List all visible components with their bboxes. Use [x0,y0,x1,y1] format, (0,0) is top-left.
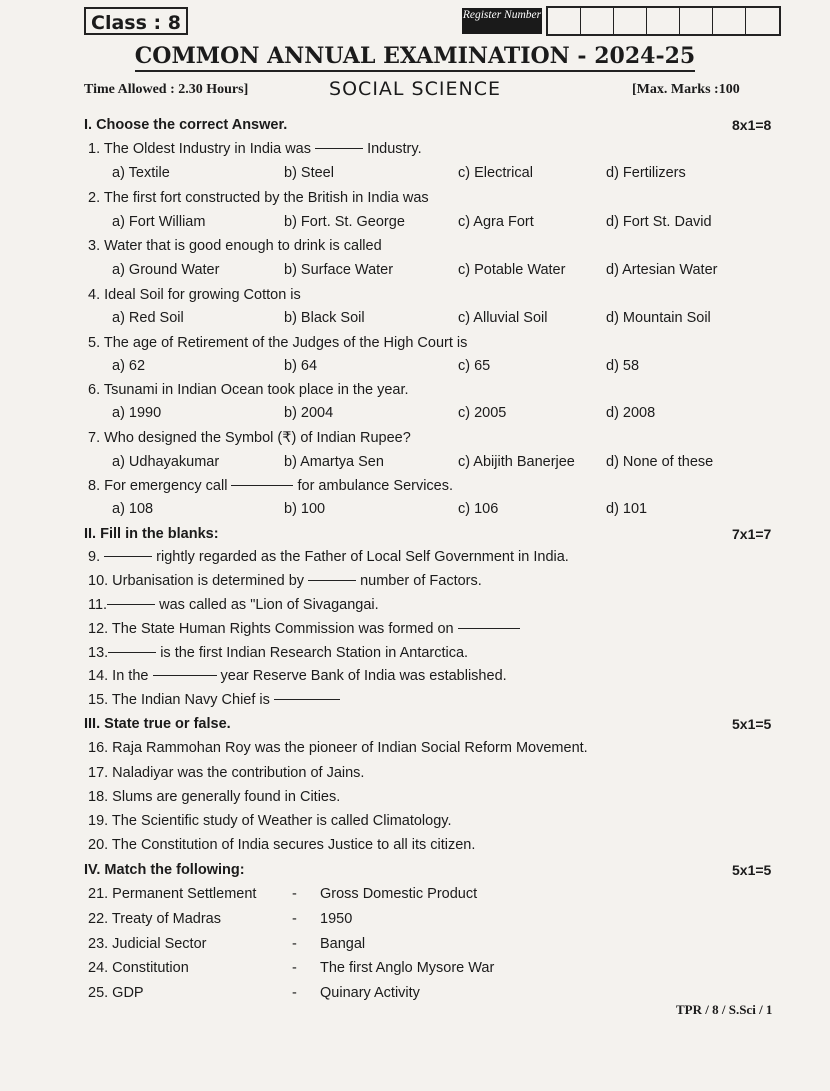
blank-line [107,604,155,605]
option: c) 2005 [458,405,507,421]
section-2-title: II. Fill in the blanks: [84,526,219,542]
option: a) Fort William [112,214,206,230]
match-dash: - [292,960,297,976]
match-right: The first Anglo Mysore War [320,960,495,976]
class-label: Class : 8 [84,7,188,35]
footer-code: TPR / 8 / S.Sci / 1 [676,1002,773,1017]
fill-blank-item: 12. The State Human Rights Commission was formed on [88,621,520,637]
register-number-label: Register Number [462,8,542,34]
option: c) Agra Fort [458,214,534,230]
section-4-marks: 5x1=5 [732,862,772,878]
blank-line [458,628,520,629]
match-right: Quinary Activity [320,985,420,1001]
fill-blank-item: 14. In the year Reserve Bank of India was established. [88,668,507,684]
question-5: 5. The age of Retirement of the Judges of the High Court is [88,335,468,351]
option: d) Mountain Soil [606,310,711,326]
question-7: 7. Who designed the Symbol (₹) of Indian Rupee? [88,430,411,446]
option: c) Abijith Banerjee [458,454,575,470]
option: b) Black Soil [284,310,365,326]
fill-blank-item: 13. is the first Indian Research Station in Antarctica. [88,645,469,661]
blank-line [274,699,340,700]
option: c) 106 [458,501,499,517]
true-false-item: 20. The Constitution of India secures Justice to all its citizen. [88,837,476,853]
register-digit-box[interactable] [614,8,647,34]
true-false-item: 19. The Scientific study of Weather is called Climatology. [88,813,452,829]
section-4-title: IV. Match the following: [84,862,245,878]
blank-line [315,148,363,149]
true-false-item: 16. Raja Rammohan Roy was the pioneer of Indian Social Reform Movement. [88,740,588,756]
fill-blank-item: 11. was called as "Lion of Sivagangai. [88,597,379,613]
option: c) Electrical [458,165,533,181]
match-dash: - [292,936,297,952]
question-6: 6. Tsunami in Indian Ocean took place in the year. [88,382,409,398]
match-left: 25. GDP [88,985,144,1001]
option: a) Udhayakumar [112,454,220,470]
match-right: Gross Domestic Product [320,886,478,902]
register-digit-box[interactable] [680,8,713,34]
fill-blank-item: 9. rightly regarded as the Father of Local Self Government in India. [88,549,569,565]
register-digit-box[interactable] [647,8,680,34]
blank-line [231,485,293,486]
section-1-title: I. Choose the correct Answer. [84,117,288,133]
subject-title: SOCIAL SCIENCE [329,78,501,100]
option: b) Fort. St. George [284,214,405,230]
option: a) Red Soil [112,310,184,326]
question-2: 2. The first fort constructed by the British in India was [88,190,429,206]
true-false-item: 17. Naladiyar was the contribution of Jains. [88,765,365,781]
option: b) 64 [284,358,318,374]
blank-line [104,556,152,557]
option: a) 108 [112,501,154,517]
match-left: 21. Permanent Settlement [88,886,257,902]
option: a) Textile [112,165,170,181]
true-false-item: 18. Slums are generally found in Cities. [88,789,341,805]
exam-title: COMMON ANNUAL EXAMINATION - 2024-25 [0,43,830,69]
fill-blank-item: 15. The Indian Navy Chief is [88,692,340,708]
match-right: 1950 [320,911,353,927]
register-digit-box[interactable] [548,8,581,34]
option: a) Ground Water [112,262,220,278]
option: d) 58 [606,358,640,374]
max-marks: [Max. Marks :100 [632,82,740,97]
section-2-marks: 7x1=7 [732,526,772,542]
match-dash: - [292,985,297,1001]
option: b) Surface Water [284,262,394,278]
register-digit-box[interactable] [746,8,779,34]
option: a) 62 [112,358,146,374]
fill-blank-item: 10. Urbanisation is determined by number of Factors. [88,573,482,589]
match-dash: - [292,911,297,927]
time-allowed: Time Allowed : 2.30 Hours] [84,82,249,97]
option: c) Alluvial Soil [458,310,548,326]
match-left: 23. Judicial Sector [88,936,207,952]
option: c) Potable Water [458,262,566,278]
match-left: 24. Constitution [88,960,189,976]
blank-line [108,652,156,653]
option: b) 2004 [284,405,334,421]
register-digit-box[interactable] [581,8,614,34]
section-3-marks: 5x1=5 [732,716,772,732]
blank-line [153,675,217,676]
option: d) 2008 [606,405,656,421]
question-8: 8. For emergency call for ambulance Services. [88,478,454,494]
option: d) Fort St. David [606,214,712,230]
blank-line [308,580,356,581]
register-digit-box[interactable] [713,8,746,34]
option: b) 100 [284,501,326,517]
question-4: 4. Ideal Soil for growing Cotton is [88,287,301,303]
option: d) Artesian Water [606,262,718,278]
option: b) Amartya Sen [284,454,384,470]
register-number-boxes[interactable] [546,6,781,36]
question-1: 1. The Oldest Industry in India was Industry. [88,141,422,157]
option: b) Steel [284,165,334,181]
option: a) 1990 [112,405,162,421]
question-3: 3. Water that is good enough to drink is called [88,238,382,254]
match-left: 22. Treaty of Madras [88,911,221,927]
match-right: Bangal [320,936,366,952]
option: d) 101 [606,501,648,517]
section-1-marks: 8x1=8 [732,117,772,133]
option: d) Fertilizers [606,165,686,181]
option: c) 65 [458,358,491,374]
match-dash: - [292,886,297,902]
option: d) None of these [606,454,714,470]
section-3-title: III. State true or false. [84,716,231,732]
